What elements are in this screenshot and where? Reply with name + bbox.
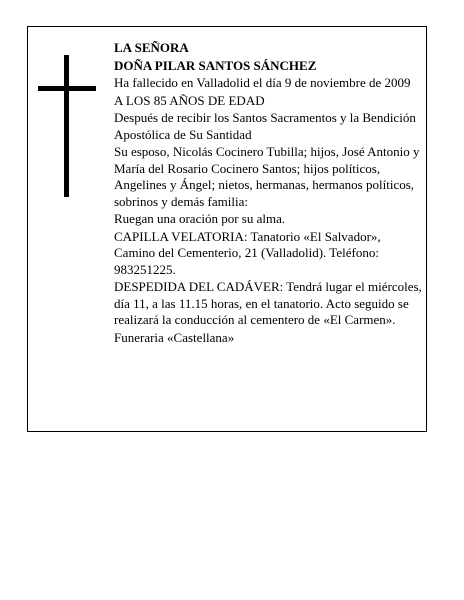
family-line: Su esposo, Nicolás Cocinero Tubilla; hijos, José Antonio y María del Rosario Cocinero Santos; hijos políticos, Angelines y Ángel; nietos, hermanas, hermanos políticos, sobrinos y demás familia: bbox=[114, 144, 420, 209]
cross-icon bbox=[38, 55, 96, 197]
sacraments-line: Después de recibir los Santos Sacramentos y la Bendición Apostólica de Su Santidad bbox=[114, 110, 416, 142]
cross-vertical-bar bbox=[64, 55, 69, 197]
obituary-text bbox=[114, 40, 422, 347]
farewell-line: DESPEDIDA DEL CADÁVER: Tendrá lugar el miércoles, día 11, a las 11.15 horas, en el tanatorio. Acto seguido se realizará la conducción al cementero de «El Carmen». bbox=[114, 279, 422, 327]
title-line-1: LA SEÑORA bbox=[114, 40, 189, 55]
prayer-line: Ruegan una oración por su alma. bbox=[114, 211, 286, 226]
death-announcement: Ha fallecido en Valladolid el día 9 de noviembre de 2009 bbox=[114, 75, 411, 90]
funeral-home-line: Funeraria «Castellana» bbox=[114, 329, 235, 345]
deceased-name: DOÑA PILAR SANTOS SÁNCHEZ bbox=[114, 57, 317, 73]
chapel-line: CAPILLA VELATORIA: Tanatorio «El Salvador», Camino del Cementerio, 21 (Valladolid). Teléfono: 983251225. bbox=[114, 228, 381, 277]
cross-horizontal-bar bbox=[38, 86, 96, 91]
age-line: A LOS 85 AÑOS DE EDAD bbox=[114, 92, 265, 108]
